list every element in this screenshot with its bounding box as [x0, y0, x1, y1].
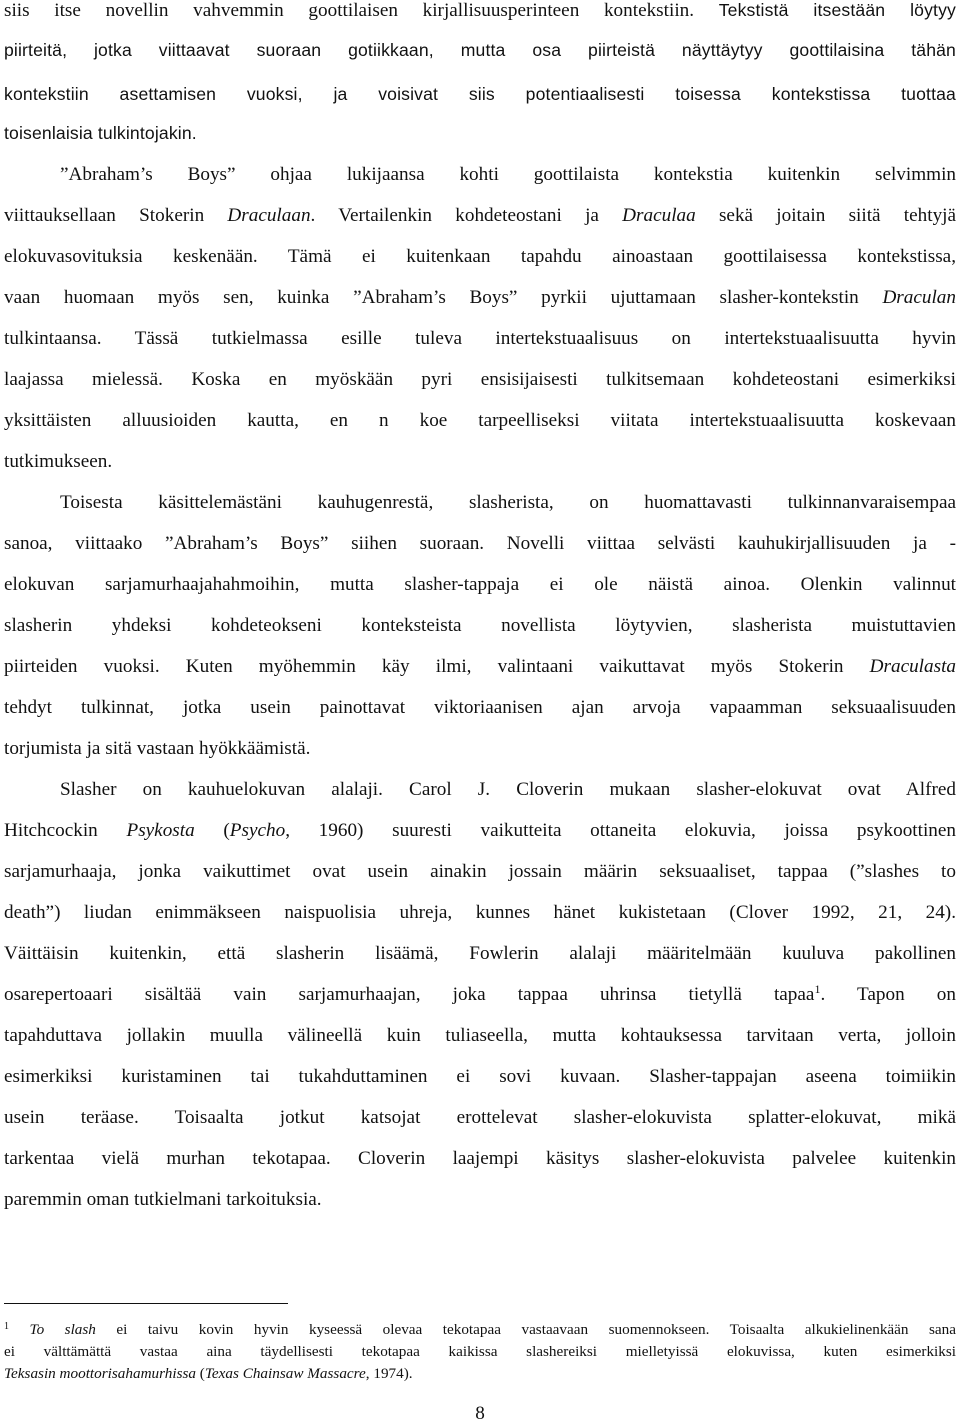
text-run: Tekstistä itsestään löytyy: [718, 0, 956, 20]
text-run: Väittäisin kuitenkin, että slasherin lisäämä, Fowlerin alalaji määritelmään kuuluva pakollinen: [4, 943, 956, 964]
text-run: tapahduttava jollakin muulla välineellä kuin tuliaseella, mutta kohtauksessa tarvitaan verta, jolloin: [4, 1025, 956, 1046]
body-line: [4, 532, 956, 556]
body-line: [4, 1024, 956, 1048]
body-line: [4, 1188, 956, 1212]
body-line: [4, 819, 956, 843]
text-run: torjumista ja sitä vastaan hyökkäämistä.: [4, 738, 311, 759]
italic-title: Draculan: [882, 287, 956, 308]
text-run: . Vertailenkin kohdeteostani ja: [310, 205, 623, 226]
text-run: tutkimukseen.: [4, 451, 113, 472]
text-run: (: [196, 1365, 205, 1382]
text-run: toisenlaisia tulkintojakin.: [4, 123, 197, 143]
body-line: [4, 368, 956, 392]
text-run: sarjamurhaaja, jonka vaikuttimet ovat usein ainakin jossain määrin seksuaaliset, tappaa (”slashes to: [4, 861, 956, 882]
italic-title: Draculasta: [869, 656, 956, 677]
italic-title: Psycho: [229, 820, 286, 841]
body-line: [4, 327, 956, 351]
text-run: yksittäisten alluusioiden kautta, en n koe tarpeelliseksi viitata intertekstuaalisuutta koskevaan: [4, 410, 956, 431]
body-line: [4, 901, 956, 925]
body-line: [4, 1065, 956, 1089]
text-run: paremmin oman tutkielmani tarkoituksia.: [4, 1189, 322, 1210]
body-line: [4, 614, 956, 638]
body-line: [4, 38, 956, 62]
body-line: [4, 0, 956, 22]
footnote-marker: 1: [814, 982, 821, 996]
text-run: piirteitä, jotka viittaavat suoraan gotiikkaan, mutta osa piirteistä näyttäytyy goottilaisina tähän: [4, 40, 956, 60]
text-run: death”) liudan enimmäkseen naispuolisia uhreja, kunnes hänet kukistetaan (Clover 1992, 21, 24).: [4, 902, 956, 923]
body-line: [60, 778, 956, 802]
body-line: [4, 573, 956, 597]
text-run: [9, 1321, 30, 1338]
text-run: Hitchcockin: [4, 820, 127, 841]
body-line: [4, 860, 956, 884]
text-run: elokuvan sarjamurhaajahahmoihin, mutta slasher-tappaja ei ole näistä ainoa. Olenkin valinnut: [4, 574, 956, 595]
body-line: [4, 737, 956, 761]
footnote-line: [4, 1342, 956, 1362]
page-number: 8: [475, 1403, 485, 1424]
body-line: [4, 696, 956, 720]
footnote-separator: [4, 1303, 288, 1304]
text-run: ei välttämättä vastaa aina täydellisesti tekotapaa kaikissa slashereiksi mielletyissä elokuvissa, kuten esimerkiksi: [4, 1343, 956, 1360]
text-run: viittauksellaan Stokerin: [4, 205, 228, 226]
text-run: tehdyt tulkinnat, jotka usein painottavat viktoriaanisen ajan arvoja vapaamman seksuaalisuuden: [4, 697, 956, 718]
body-line: [4, 286, 956, 310]
text-run: piirteiden vuoksi. Kuten myöhemmin käy ilmi, valintaani vaikuttavat myös Stokerin: [4, 656, 870, 677]
text-run: usein teräase. Toisaalta jotkut katsojat erottelevat slasher-elokuvista splatter-elokuvat, mikä: [4, 1107, 956, 1128]
italic-title: Psykosta: [126, 820, 195, 841]
body-line: [4, 655, 956, 679]
body-line: [4, 121, 956, 145]
text-run: , 1974).: [365, 1365, 413, 1382]
text-run: Slasher on kauhuelokuvan alalaji. Carol J. Cloverin mukaan slasher-elokuvat ovat Alfred: [60, 779, 956, 800]
body-line: [4, 983, 956, 1007]
text-run: slasherin yhdeksi kohdeteokseni konteksteista novellista löytyvien, slasherista muistuttavien: [4, 615, 956, 636]
text-run: elokuvasovituksia keskenään. Tämä ei kuitenkaan tapahdu ainoastaan goottilaisessa kontekstissa,: [4, 246, 956, 267]
text-run: . Tapon on: [820, 984, 956, 1005]
body-line: [4, 942, 956, 966]
body-line: [4, 409, 956, 433]
text-run: siis itse novellin vahvemmin goottilaisen kirjallisuusperinteen kontekstiin.: [4, 0, 719, 21]
text-run: vaan huomaan myös sen, kuinka ”Abraham’s Boys” pyrkii ujuttamaan slasher-kontekstin: [4, 287, 883, 308]
body-line: [4, 82, 956, 106]
italic-title: Teksasin moottorisahamurhissa: [4, 1365, 196, 1382]
text-run: ei taivu kovin hyvin kyseessä olevaa tekotapaa vastaavaan suomennokseen. Toisaalta alkukielinenkään sana: [95, 1321, 957, 1338]
body-line: [4, 204, 956, 228]
italic-title: Draculaa: [622, 205, 696, 226]
italic-title: To slash: [29, 1321, 96, 1338]
body-line: [60, 163, 956, 187]
text-run: kontekstiin asettamisen vuoksi, ja voisivat siis potentiaalisesti toisessa kontekstissa tuottaa: [4, 84, 956, 104]
text-run: tulkintaansa. Tässä tutkielmassa esille tuleva intertekstuaalisuus on intertekstuaalisuutta hyvin: [4, 328, 956, 349]
footnote-line: [4, 1320, 956, 1340]
footnote-marker: 1: [4, 1321, 9, 1332]
text-run: Toisesta käsittelemästäni kauhugenrestä, slasherista, on huomattavasti tulkinnanvaraisempaa: [60, 492, 956, 513]
text-run: sanoa, viittaako ”Abraham’s Boys” siihen suoraan. Novelli viittaa selvästi kauhukirjallisuuden ja -: [4, 533, 956, 554]
text-run: (: [194, 820, 230, 841]
body-line: [4, 1147, 956, 1171]
body-line: [4, 450, 956, 474]
text-run: , 1960) suuresti vaikutteita ottaneita elokuvia, joissa psykoottinen: [285, 820, 956, 841]
body-line: [4, 1106, 956, 1130]
text-run: sekä joitain siitä tehtyjä: [695, 205, 957, 226]
italic-title: Draculaan: [227, 205, 311, 226]
body-line: [4, 245, 956, 269]
text-run: esimerkiksi kuristaminen tai tukahduttaminen ei sovi kuvaan. Slasher-tappajan aseena toimiikin: [4, 1066, 956, 1087]
footnote-line: [4, 1364, 956, 1384]
italic-title: Texas Chainsaw Massacre: [204, 1365, 366, 1382]
text-run: tarkentaa vielä murhan tekotapaa. Cloverin laajempi käsitys slasher-elokuvista palvelee kuitenkin: [4, 1148, 956, 1169]
text-run: laajassa mielessä. Koska en myöskään pyri ensisijaisesti tulkitsemaan kohdeteostani esimerkiksi: [4, 369, 956, 390]
text-run: osarepertoaari sisältää vain sarjamurhaajan, joka tappaa uhrinsa tietyllä tapaa: [4, 984, 815, 1005]
body-line: [60, 491, 956, 515]
text-run: ”Abraham’s Boys” ohjaa lukijaansa kohti goottilaista kontekstia kuitenkin selvimmin: [60, 164, 956, 185]
